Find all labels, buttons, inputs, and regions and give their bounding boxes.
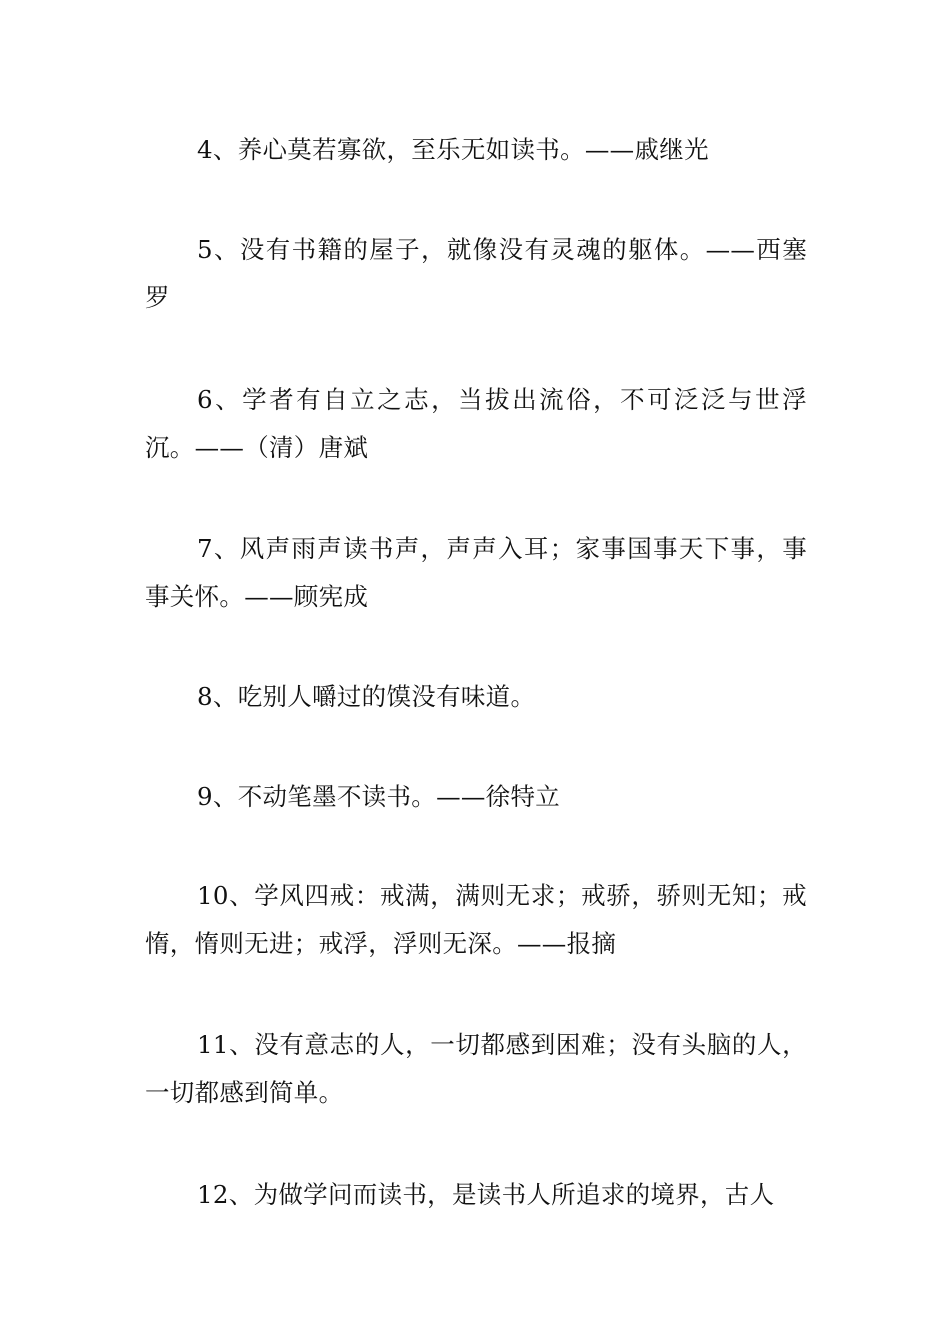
quote-12: 12、为做学问而读书，是读书人所追求的境界，古人 [197,1180,775,1209]
quote-10: 10、学风四戒：戒满，满则无求；戒骄，骄则无知；戒惰，惰则无进；戒浮，浮则无深。——报摘 [145,881,807,958]
quote-11: 11、没有意志的人，一切都感到困难；没有头脑的人，一切都感到简单。 [145,1030,807,1107]
quote-5: 5、没有书籍的屋子，就像没有灵魂的躯体。——西塞罗 [145,235,807,312]
quote-8: 8、吃别人嚼过的馍没有味道。 [197,682,536,711]
quote-6: 6、学者有自立之志，当拔出流俗，不可泛泛与世浮沉。——（清）唐斌 [145,385,807,462]
quote-7: 7、风声雨声读书声，声声入耳；家事国事天下事，事事关怀。——顾宪成 [145,534,807,611]
quote-9: 9、不动笔墨不读书。——徐特立 [197,782,561,811]
quote-4: 4、养心莫若寡欲，至乐无如读书。——戚继光 [197,135,709,164]
